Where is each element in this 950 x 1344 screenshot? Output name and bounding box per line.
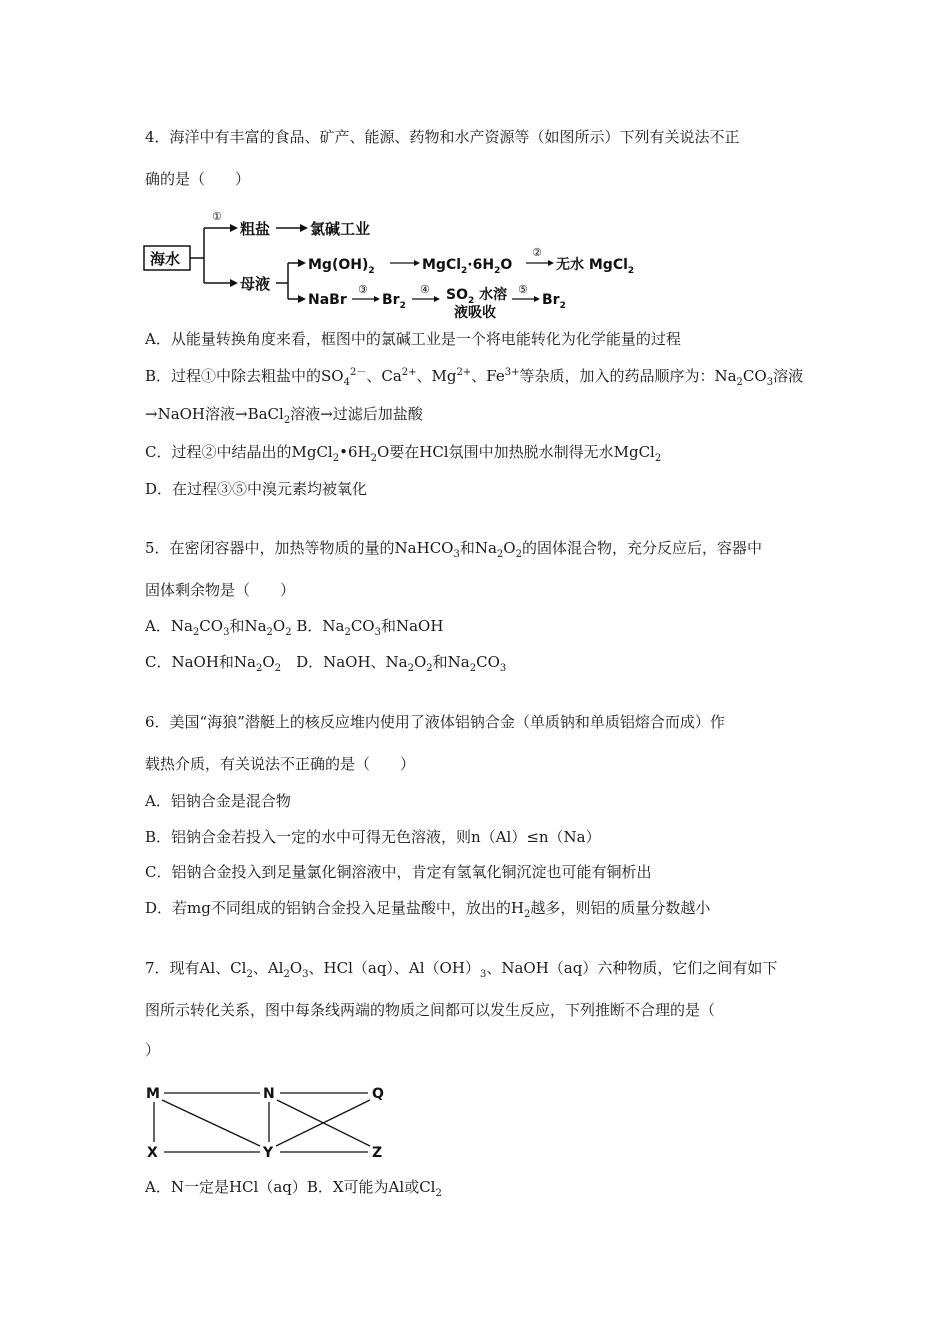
so2-label: SO [446, 287, 468, 303]
q4-option-c: C．过程②中结晶出的$MgCl_2•6H_2O$要在HCl氛围中加热脱水制得无水MgCl$_2$ [145, 443, 662, 464]
q7-stem-line1: 7．现有Al、$Cl_2$、$Al_2O_3$、HCl（aq）、$Al(OH)_3$、NaOH（aq）六种物质，它们之间有如下 [145, 959, 778, 980]
q4-option-b-line2: →NaOH溶液→BaCl$_2$溶液→过滤后加盐酸 [145, 405, 423, 426]
svg-text:Br2: $Br_2$ [542, 292, 566, 311]
q7-relation-graph [142, 1082, 392, 1158]
q5-options-ab: A．$Na_2CO_3$和$Na_2O_2$ B．$Na_2CO_3$和NaOH [145, 617, 444, 638]
seawater-label: 海水 [150, 250, 181, 268]
q4-option-d: D．在过程③⑤中溴元素均被氧化 [145, 480, 368, 498]
mgcl2-hydrate-label: MgCl [422, 257, 462, 273]
node-x: X [147, 1145, 158, 1158]
chlor-alkali-label: 氯碱工业 [310, 220, 371, 238]
svg-text:Mg(OH)2: $Mg(OH)_2$ [308, 257, 375, 276]
q4-flow-diagram [140, 203, 680, 321]
crude-salt-label: 粗盐 [240, 220, 271, 238]
svg-text:SO2 水溶: $SO_2$ 水溶 [446, 287, 508, 306]
anhydrous-mgcl2-label: 无水 MgCl [556, 257, 628, 273]
step1-label: ① [212, 210, 222, 223]
node-m: M [146, 1086, 160, 1102]
br2-label: Br [382, 292, 400, 308]
q5-options-cd: C．NaOH和$Na_2O_2$ D．NaOH、$Na_2O_2$和$Na_2CO_3$ [145, 653, 507, 674]
q5-stem-line2: 固体剩余物是（ ） [145, 581, 296, 599]
mgoh2-label: Mg(OH) [308, 257, 369, 273]
step3-label: ③ [358, 283, 368, 296]
svg-text:MgCl2·6H2O: $MgCl_2\cdot 6H_2O$ [422, 257, 513, 276]
q6-option-c: C．铝钠合金投入到足量氯化铜溶液中，肯定有氢氧化铜沉淀也可能有铜析出 [145, 863, 652, 881]
svg-text:Br2: $Br_2$ [382, 292, 406, 311]
q6-option-a: A．铝钠合金是混合物 [145, 792, 291, 810]
q5-stem-line1: 5．在密闭容器中，加热等物质的量的NaHCO$_3$和$Na_2O_2$的固体混合物，充分反应后，容器中 [145, 539, 762, 560]
q4-stem-line2: 确的是（ ） [145, 170, 251, 188]
mother-liquor-label: 母液 [240, 275, 271, 293]
q7-stem-line3: ） [145, 1041, 161, 1059]
svg-text:无水 MgCl2: 无水 MgCl$_2$ [556, 257, 635, 276]
q6-stem-line1: 6．美国“海狼”潜艇上的核反应堆内使用了液体铝钠合金（单质钠和单质铝熔合而成）作 [145, 713, 725, 731]
node-z: Z [372, 1145, 383, 1158]
step4-label: ④ [420, 283, 430, 296]
step5-label: ⑤ [518, 283, 528, 296]
q4-option-b: B．过程①中除去粗盐中的$SO_4^{2-}$、$Ca^{2+}$、$Mg^{2+}$、$Fe^{3+}$等杂质，加入的药品顺序为：$Na_2CO_3$溶液 [145, 367, 804, 388]
node-y: Y [263, 1145, 274, 1158]
q4-stem-line1: 4．海洋中有丰富的食品、矿产、能源、药物和水产资源等（如图所示）下列有关说法不正 [145, 128, 740, 146]
edge-m-y [162, 1100, 260, 1146]
br2-final-label: Br [542, 292, 560, 308]
q7-stem-line2: 图所示转化关系，图中每条线两端的物质之间都可以发生反应，下列推断不合理的是（ [145, 1001, 716, 1019]
q6-stem-line2: 载热介质，有关说法不正确的是（ ） [145, 755, 416, 773]
node-n: N [263, 1086, 275, 1102]
q4-option-a: A．从能量转换角度来看，框图中的氯碱工业是一个将电能转化为化学能量的过程 [145, 330, 681, 348]
node-q: Q [372, 1086, 384, 1102]
q7-options-ab: A．N一定是HCl（aq）B．X可能为Al或$Cl_2$ [145, 1178, 442, 1199]
nabr-label: NaBr [308, 292, 347, 308]
absorb-label: 液吸收 [454, 305, 496, 321]
q6-option-b: B．铝钠合金若投入一定的水中可得无色溶液，则n（Al）≤n（Na） [145, 828, 601, 846]
q6-option-d: D．若mg不同组成的铝钠合金投入足量盐酸中，放出的$H_2$越多，则铝的质量分数越小 [145, 899, 711, 920]
step2-label: ② [532, 246, 542, 259]
